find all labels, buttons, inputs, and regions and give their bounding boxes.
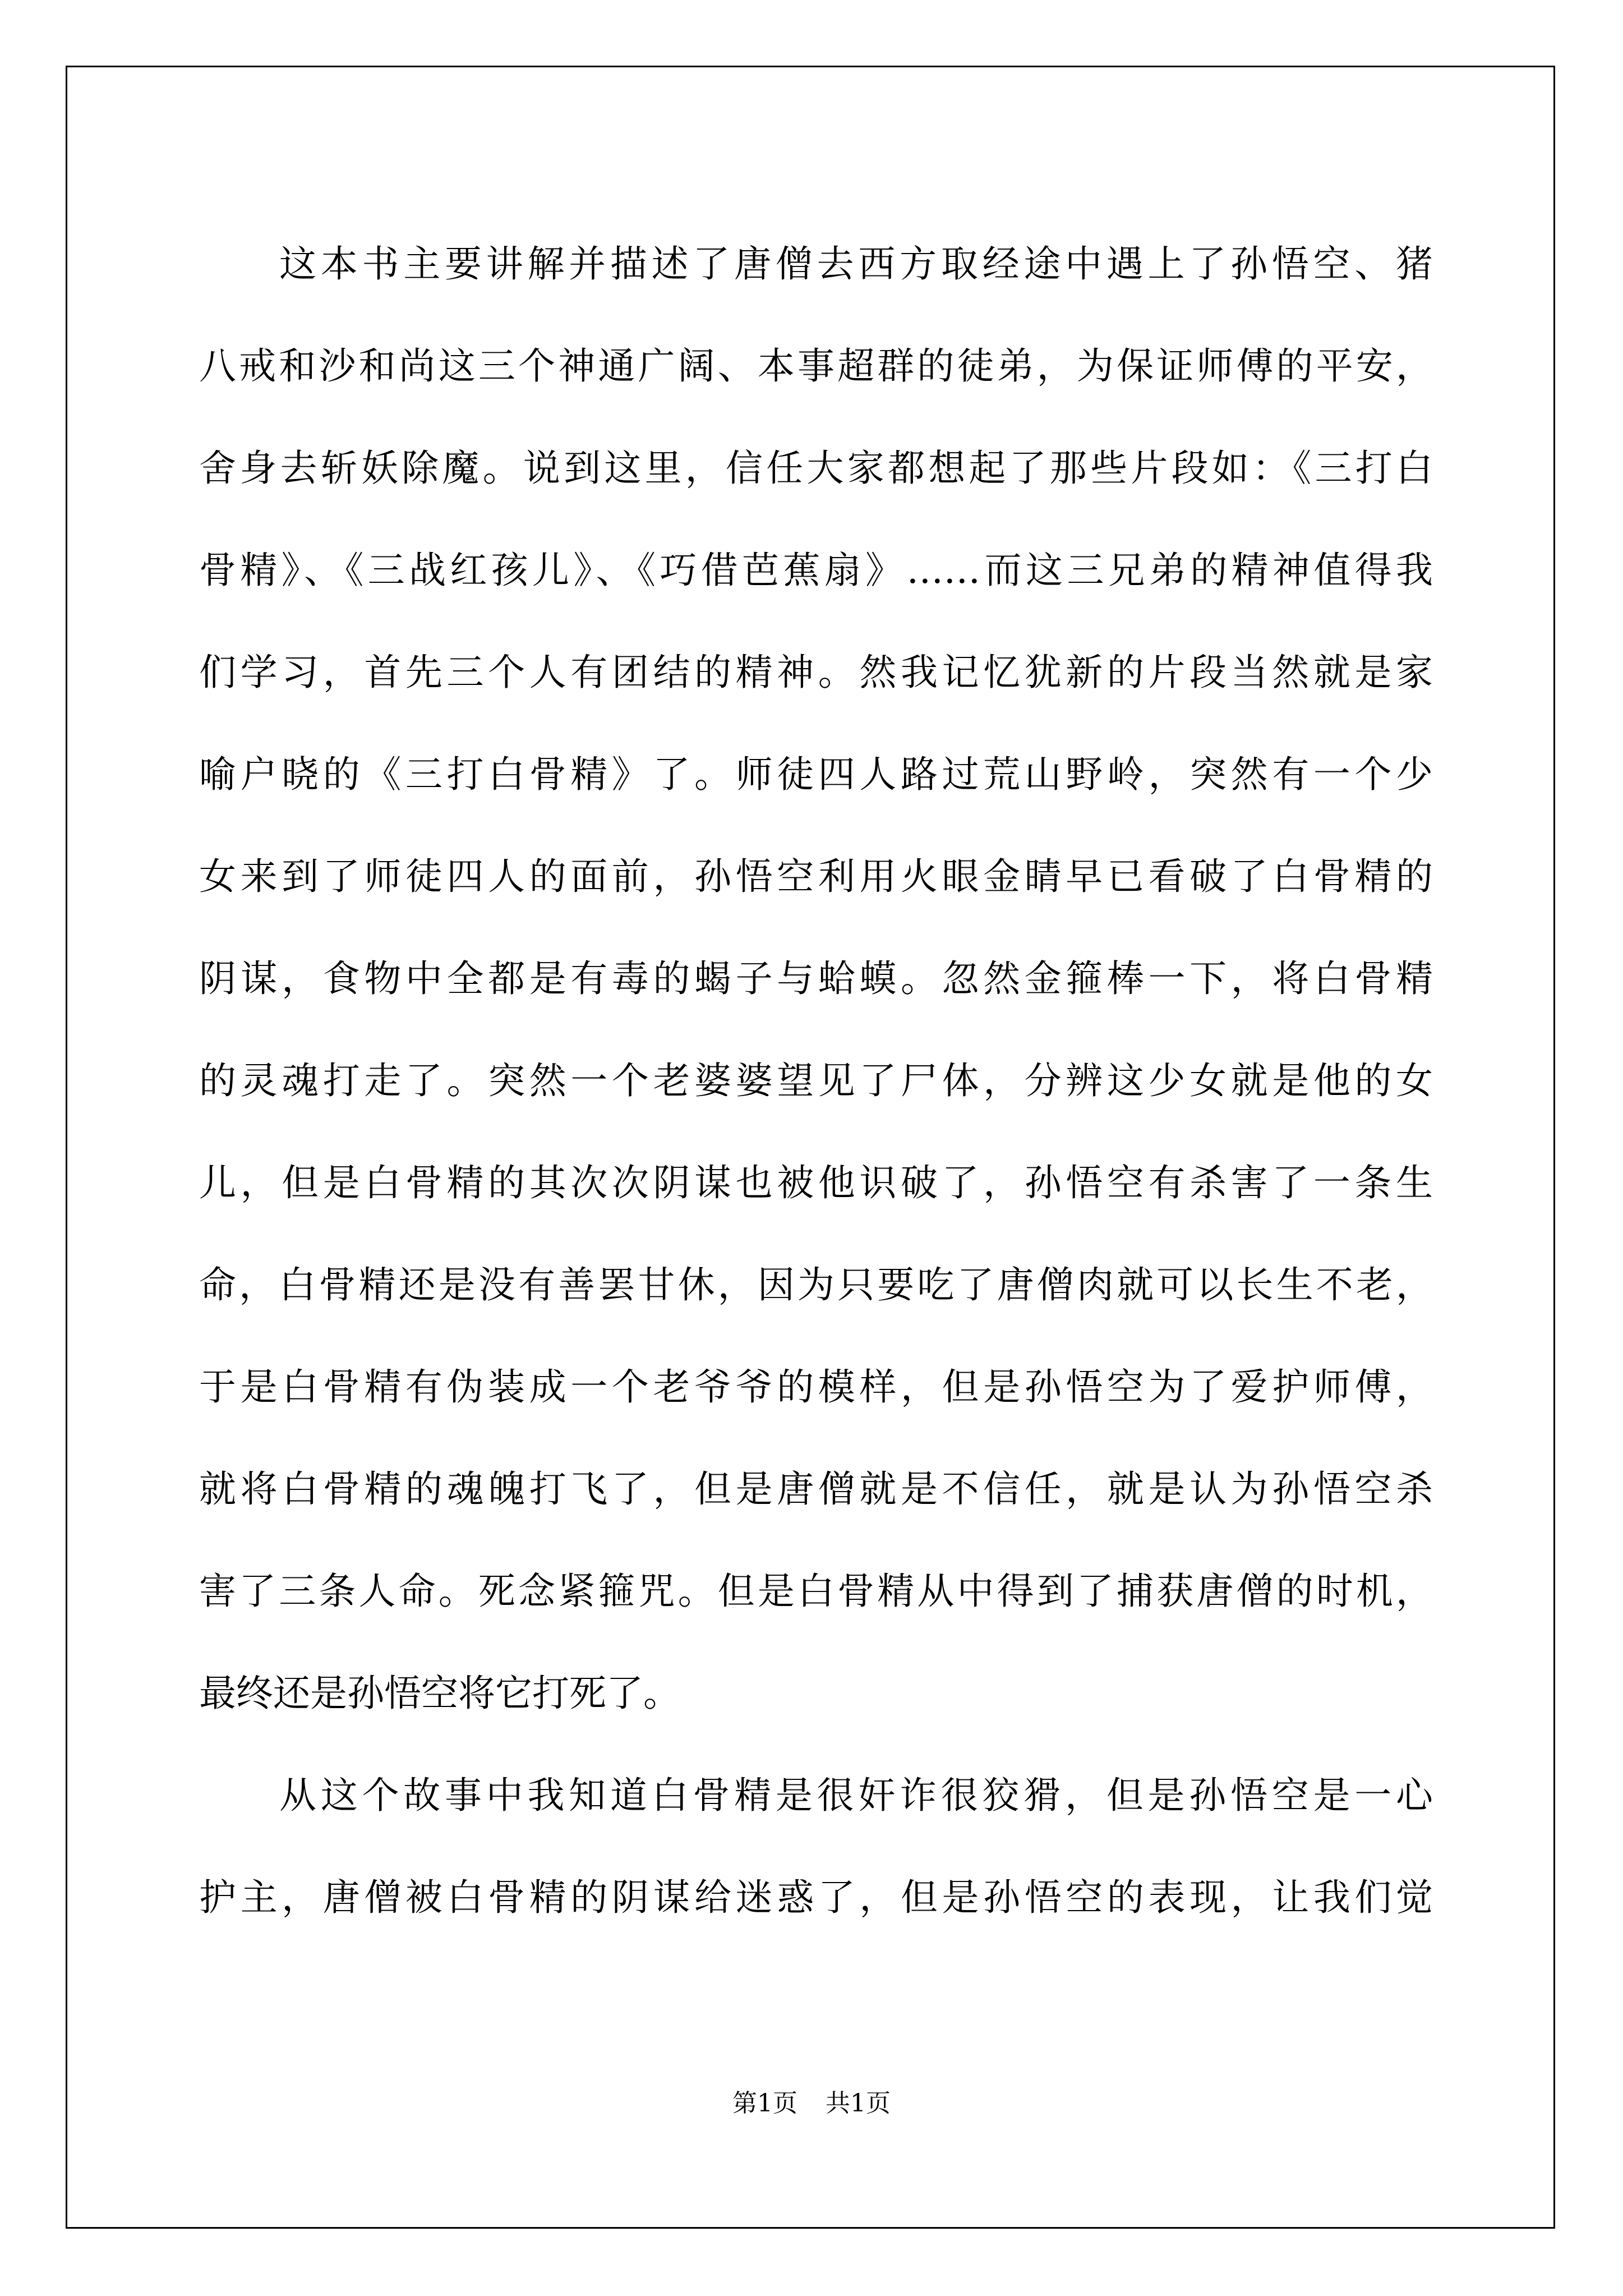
paragraph-1-line-2: 八戒和沙和尚这三个神通广阔、本事超群的徒弟，为保证师傅的平安， [199, 344, 1433, 388]
paragraph-1-line-10: 儿，但是白骨精的其次次阴谋也被他识破了，孙悟空有杀害了一条生 [199, 1161, 1433, 1204]
paragraph-1-line-11: 命，白骨精还是没有善罢甘休，因为只要吃了唐僧肉就可以长生不老， [199, 1263, 1433, 1306]
paragraph-1-line-15: 最终还是孙悟空将它打死了。 [199, 1672, 680, 1715]
paragraph-1-line-14: 害了三条人命。死念紧箍咒。但是白骨精从中得到了捕获唐僧的时机， [199, 1570, 1433, 1613]
page-number: 第1页 [732, 2089, 797, 2118]
paragraph-1-line-9: 的灵魂打走了。突然一个老婆婆望见了尸体，分辨这少女就是他的女 [199, 1059, 1433, 1102]
paragraph-1-line-6: 喻户晓的《三打白骨精》了。师徒四人路过荒山野岭，突然有一个少 [199, 753, 1433, 796]
paragraph-1-line-3: 舍身去斩妖除魔。说到这里，信任大家都想起了那些片段如：《三打白 [199, 447, 1433, 490]
document-body [199, 213, 1433, 1949]
paragraph-1-line-12: 于是白骨精有伪装成一个老爷爷的模样，但是孙悟空为了爱护师傅， [199, 1365, 1433, 1409]
paragraph-1-line-4: 骨精》、《三战红孩儿》、《巧借芭蕉扇》……而这三兄弟的精神值得我 [199, 549, 1433, 592]
paragraph-1-line-7: 女来到了师徒四人的面前，孙悟空利用火眼金睛早已看破了白骨精的 [199, 855, 1433, 898]
paragraph-1-line-5: 们学习，首先三个人有团结的精神。然我记忆犹新的片段当然就是家 [199, 651, 1433, 694]
paragraph-1-line-8: 阴谋，食物中全都是有毒的蝎子与蛤蟆。忽然金箍棒一下，将白骨精 [199, 957, 1433, 1000]
total-pages: 共1页 [826, 2089, 891, 2118]
paragraph-1-line-13: 就将白骨精的魂魄打飞了，但是唐僧就是不信任，就是认为孙悟空杀 [199, 1467, 1433, 1511]
paragraph-1-line-1: 这本书主要讲解并描述了唐僧去西方取经途中遇上了孙悟空、猪 [279, 242, 1433, 286]
paragraph-2-line-2: 护主，唐僧被白骨精的阴谋给迷惑了，但是孙悟空的表现，让我们觉 [199, 1876, 1433, 1919]
paragraph-2-line-1: 从这个故事中我知道白骨精是很奸诈很狡猾，但是孙悟空是一心 [279, 1774, 1433, 1817]
page-footer [0, 2087, 1623, 2120]
